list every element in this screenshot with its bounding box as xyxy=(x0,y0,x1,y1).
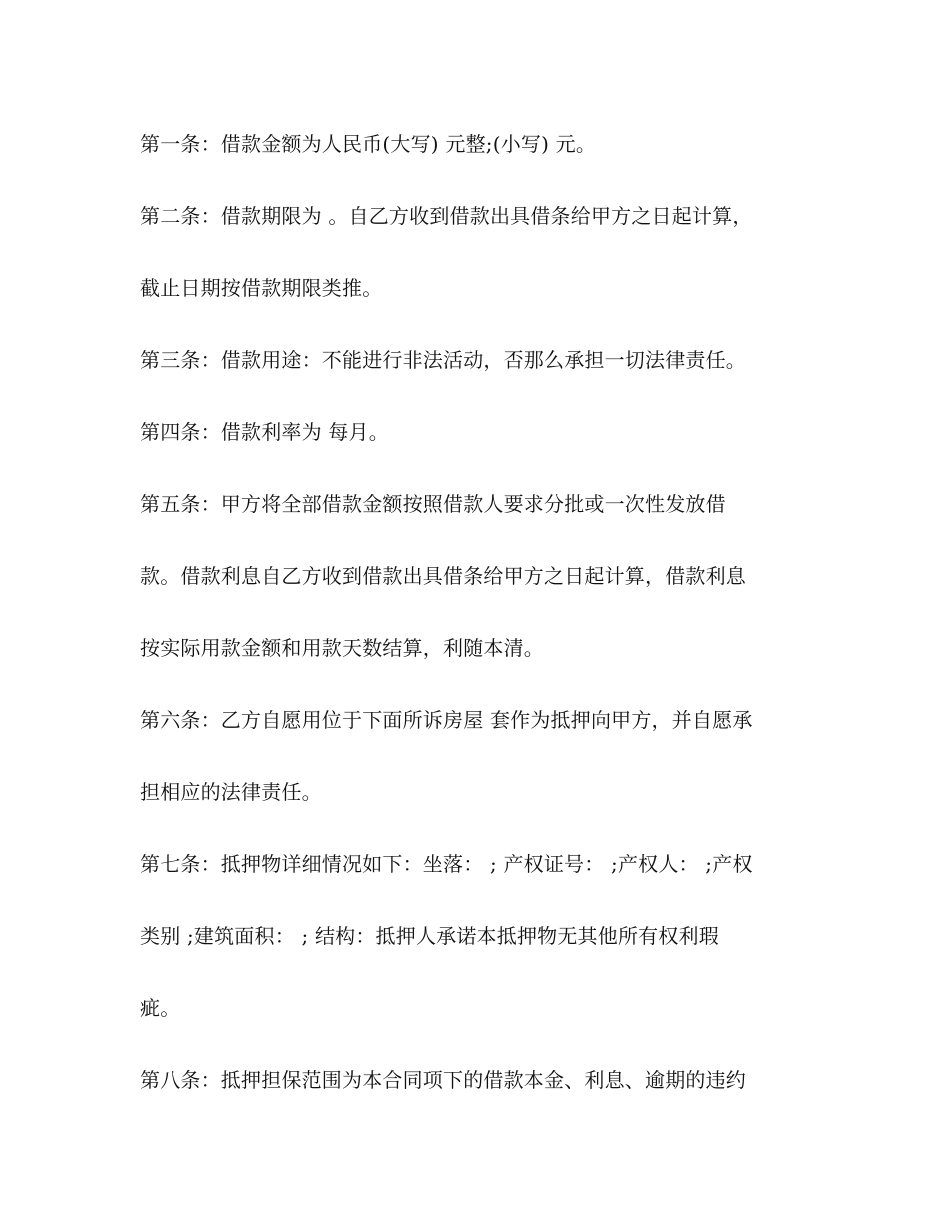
clause-8-line-1: 第八条：抵押担保范围为本合同项下的借款本金、利息、逾期的违约 xyxy=(140,1068,746,1092)
clause-6-line-2: 担相应的法律责任。 xyxy=(140,780,322,804)
clause-3-line: 第三条：借款用途：不能进行非法活动，否那么承担一切法律责任。 xyxy=(140,348,746,372)
clause-1-line: 第一条：借款金额为人民币(大写) 元整;(小写) 元。 xyxy=(140,132,597,156)
clause-5-line-1: 第五条：甲方将全部借款金额按照借款人要求分批或一次性发放借 xyxy=(140,492,726,516)
clause-6-line-1: 第六条：乙方自愿用位于下面所诉房屋 套作为抵押向甲方，并自愿承 xyxy=(140,708,753,732)
clause-4-line: 第四条：借款利率为 每月。 xyxy=(140,420,389,444)
clause-7-line-1: 第七条：抵押物详细情况如下：坐落： ; 产权证号： ;产权人： ;产权 xyxy=(140,852,753,876)
clause-2-line-2: 截止日期按借款期限类推。 xyxy=(140,276,383,300)
clause-7-line-3: 疵。 xyxy=(140,996,181,1020)
clause-5-line-2: 款。借款利息自乙方收到借款出具借条给甲方之日起计算，借款利息 xyxy=(140,564,746,588)
clause-2-line-1: 第二条：借款期限为 。自乙方收到借款出具借条给甲方之日起计算， xyxy=(140,204,753,228)
clause-7-line-2: 类别 ;建筑面积： ; 结构：抵押人承诺本抵押物无其他所有权利瑕 xyxy=(140,924,719,948)
clause-5-line-3: 按实际用款金额和用款天数结算，利随本清。 xyxy=(140,636,544,660)
